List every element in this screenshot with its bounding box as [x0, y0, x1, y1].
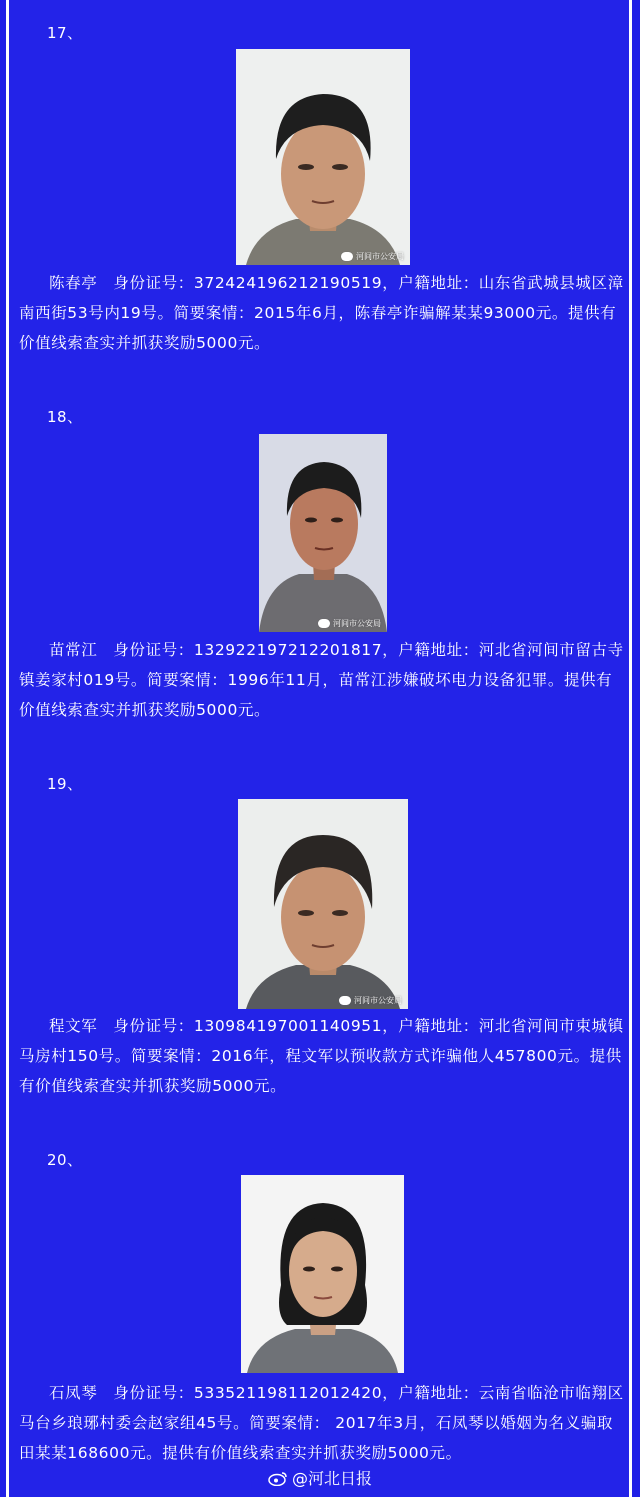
watermark-text: 河间市公安局 [354, 996, 402, 1005]
entry-number: 19、 [47, 775, 83, 793]
entry-number: 18、 [47, 408, 83, 426]
portrait-image [238, 799, 408, 1009]
watermark [318, 618, 381, 629]
entry-number: 20、 [47, 1151, 83, 1169]
suspect-photo [238, 799, 408, 1009]
entry-description: 苗常江 身份证号：132922197212201817，户籍地址：河北省河间市留古寺镇姜家村019号。简要案情：1996年11月，苗常江涉嫌破坏电力设备犯罪。提供有价值线索查实并抓获奖励5000元。 [19, 641, 624, 719]
entry-description: 陈春亭 身份证号：372424196212190519，户籍地址：山东省武城县城区漳南西街53号内19号。简要案情：2015年6月，陈春亭诈骗解某某93000元。提供有价值线索查实并抓获奖励5000元。 [19, 274, 624, 352]
watermark [341, 251, 404, 262]
footer-source-text: @河北日报 [291, 1469, 372, 1488]
watermark [339, 995, 402, 1006]
entry-description: 程文军 身份证号：130984197001140951，户籍地址：河北省河间市束城镇马房村150号。简要案情：2016年，程文军以预收款方式诈骗他人457800元。提供有价值线索查实并抓获奖励5000元。 [19, 1017, 624, 1095]
page-frame [6, 0, 632, 1497]
wechat-icon [318, 619, 330, 628]
suspect-photo [241, 1175, 404, 1373]
source-footer [0, 1466, 640, 1489]
portrait-image [259, 434, 387, 632]
weibo-icon [268, 1471, 288, 1486]
entry-description: 石凤琴 身份证号：533521198112012420，户籍地址：云南省临沧市临翔区马台乡琅琊村委会赵家组45号。简要案情： 2017年3月，石凤琴以婚姻为名义骗取田某某168600元。提供有价值线索查实并抓获奖励5000元。 [19, 1384, 624, 1462]
suspect-photo [259, 434, 387, 632]
wechat-icon [341, 252, 353, 261]
watermark-text: 河间市公安局 [356, 252, 404, 261]
portrait-image [236, 49, 410, 265]
watermark-text: 河间市公安局 [333, 619, 381, 628]
entry-number: 17、 [47, 24, 83, 42]
portrait-image [241, 1175, 404, 1373]
suspect-photo [236, 49, 410, 265]
wechat-icon [339, 996, 351, 1005]
